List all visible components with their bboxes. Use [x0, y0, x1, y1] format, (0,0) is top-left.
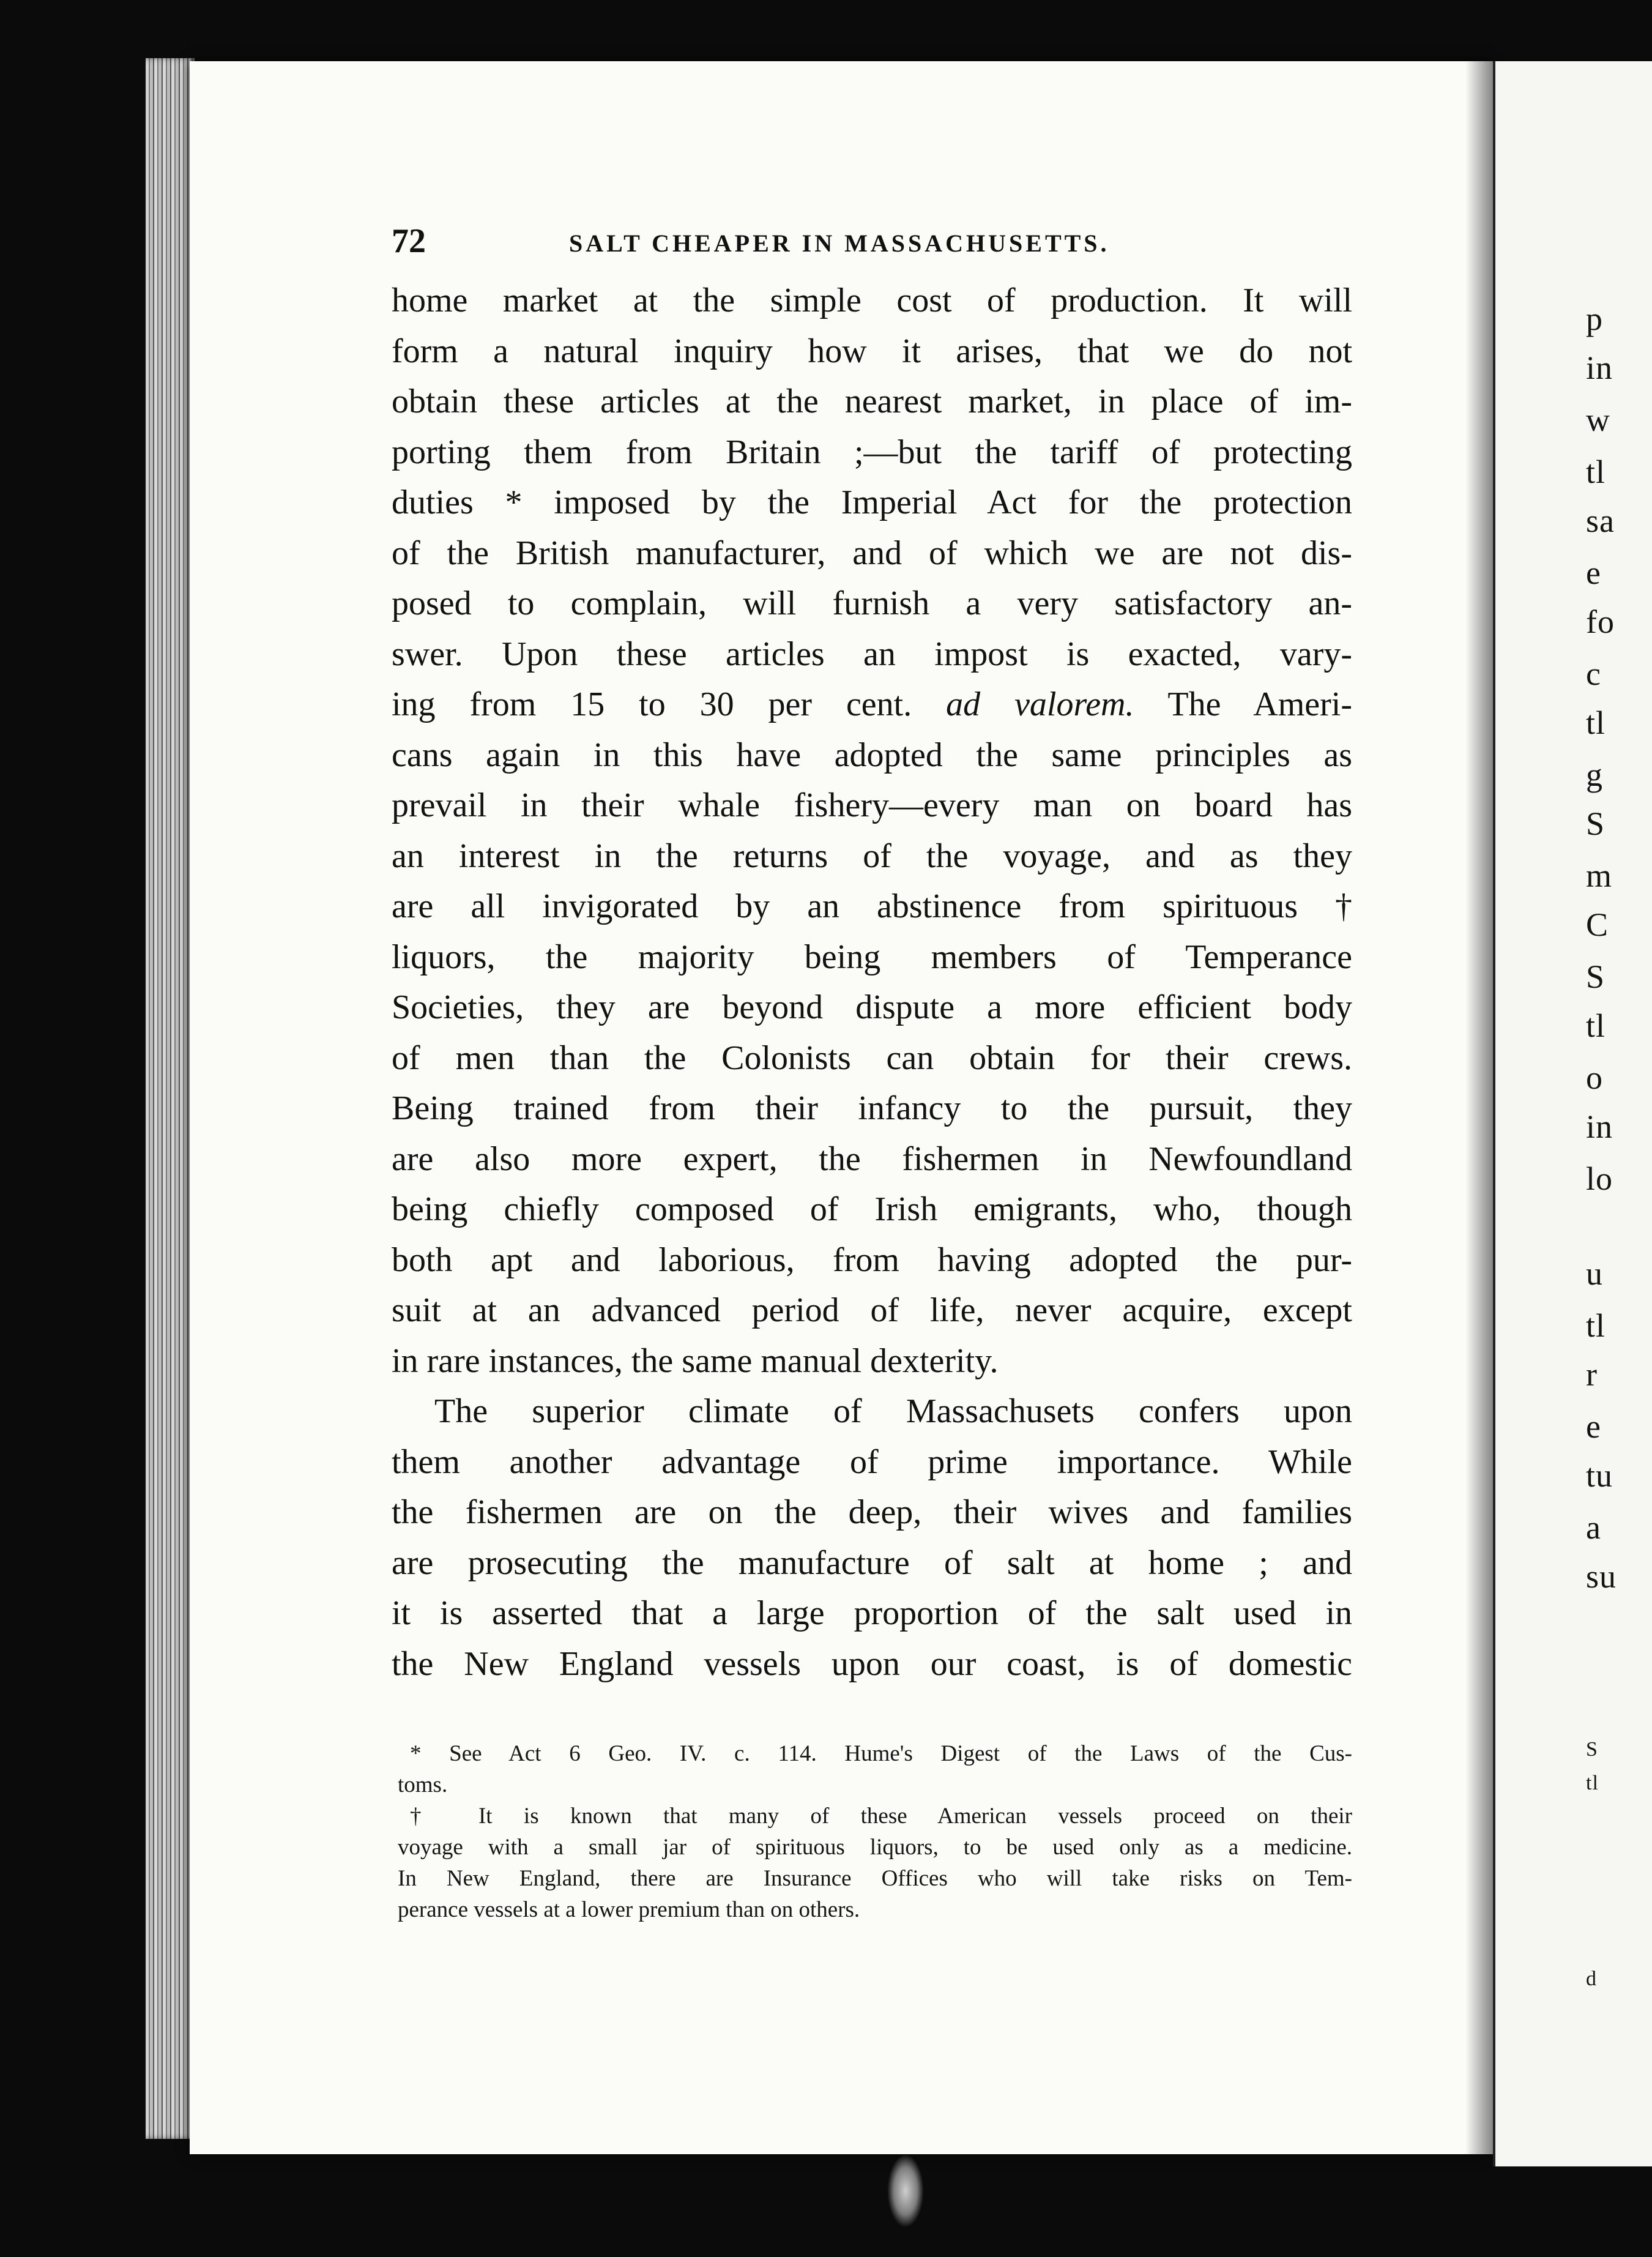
text-line: are all invigorated by an abstinence from spirituous † [392, 887, 1352, 925]
text-line: obtain these articles at the nearest market, in place of im- [392, 382, 1352, 420]
facing-fragment: lo [1586, 1160, 1613, 1197]
footnote-line: perance vessels at a lower premium than on others. [398, 1897, 860, 1922]
text-run: The Ameri- [1167, 685, 1352, 723]
facing-fragment: tl [1586, 1307, 1606, 1344]
text-line: the fishermen are on the deep, their wives and families [392, 1493, 1352, 1531]
binding-mark [887, 2154, 924, 2228]
footnote-line: * See Act 6 Geo. IV. c. 114. Hume's Digest of the Laws of the Cus- [410, 1741, 1352, 1766]
facing-fragment: a [1586, 1509, 1601, 1546]
facing-fragment: w [1586, 401, 1610, 438]
footnote-line: In New England, there are Insurance Offices who will take risks on Tem- [398, 1866, 1352, 1891]
text-line: Societies, they are beyond dispute a more efficient body [392, 988, 1352, 1026]
paragraph-start-line: The superior climate of Massachusets confers upon [434, 1392, 1352, 1430]
italic-phrase: ad valorem. [946, 685, 1134, 723]
text-line: an interest in the returns of the voyage, and as they [392, 837, 1352, 875]
facing-fragment: e [1586, 1408, 1601, 1445]
running-head [392, 222, 1358, 264]
facing-fragment: p [1586, 300, 1603, 337]
facing-fragment: c [1586, 655, 1601, 692]
facing-fragment: S [1586, 805, 1605, 842]
facing-page [1493, 61, 1652, 2166]
footnotes [398, 1738, 1352, 1925]
text-line: are also more expert, the fishermen in Newfoundland [392, 1140, 1352, 1178]
facing-fragment: o [1586, 1059, 1603, 1096]
text-line: in rare instances, the same manual dexterity. [392, 1341, 999, 1380]
text-line: Being trained from their infancy to the pursuit, they [392, 1089, 1352, 1127]
text-line: swer. Upon these articles an impost is exacted, vary- [392, 635, 1352, 673]
text-line: cans again in this have adopted the same principles as [392, 736, 1352, 774]
facing-fragment: g [1586, 756, 1603, 793]
facing-fragment: in [1586, 1108, 1613, 1145]
text-line: it is asserted that a large proportion of the salt used in [392, 1594, 1352, 1632]
text-line: posed to complain, will furnish a very satisfactory an- [392, 584, 1352, 622]
text-line: porting them from Britain ;—but the tariff of protecting [392, 433, 1352, 471]
facing-fragment: in [1586, 349, 1613, 386]
text-line [392, 679, 1352, 730]
facing-fragment: tu [1586, 1457, 1613, 1494]
text-line: the New England vessels upon our coast, is of domestic [392, 1644, 1352, 1683]
text-line: of the British manufacturer, and of which we are not dis- [392, 534, 1352, 572]
text-line: duties * imposed by the Imperial Act for the protection [392, 483, 1352, 521]
body-text [392, 275, 1352, 1689]
footnote-line: voyage with a small jar of spirituous liquors, to be used only as a medicine. [398, 1835, 1352, 1860]
facing-fragment: tl [1586, 453, 1606, 490]
running-title: SALT CHEAPER IN MASSACHUSETTS. [569, 229, 1110, 257]
page-edge-stack [146, 58, 195, 2139]
facing-fragment: S [1586, 958, 1605, 995]
facing-fragment: C [1586, 906, 1609, 943]
facing-fragment: u [1586, 1255, 1603, 1292]
facing-fragment: r [1586, 1356, 1598, 1393]
text-line: suit at an advanced period of life, never acquire, except [392, 1291, 1352, 1329]
facing-fragment: tl [1586, 1772, 1599, 1794]
footnote-line: toms. [398, 1772, 448, 1797]
facing-fragment: S [1586, 1738, 1598, 1761]
text-line: are prosecuting the manufacture of salt at home ; and [392, 1543, 1352, 1582]
facing-fragment: sa [1586, 502, 1615, 539]
text-line: form a natural inquiry how it arises, that we do not [392, 332, 1352, 370]
text-run: ing from 15 to 30 per cent. [392, 685, 912, 723]
text-line: being chiefly composed of Irish emigrants, who, though [392, 1190, 1352, 1228]
facing-fragment: e [1586, 554, 1601, 591]
text-line: of men than the Colonists can obtain for their crews. [392, 1039, 1352, 1077]
text-line: liquors, the majority being members of Temperance [392, 938, 1352, 976]
page-number: 72 [392, 222, 426, 260]
text-line: prevail in their whale fishery—every man on board has [392, 786, 1352, 824]
facing-fragment: tl [1586, 1007, 1606, 1044]
facing-fragment: fo [1586, 603, 1615, 640]
facing-fragment: su [1586, 1558, 1617, 1595]
text-line: both apt and laborious, from having adopted the pur- [392, 1240, 1352, 1279]
text-line: them another advantage of prime importance. While [392, 1442, 1352, 1481]
facing-fragment: m [1586, 857, 1613, 894]
facing-fragment: tl [1586, 704, 1606, 741]
facing-fragment: d [1586, 1968, 1597, 1990]
text-line: home market at the simple cost of production. It will [392, 282, 1352, 319]
footnote-line: † It is known that many of these American vessels proceed on their [410, 1804, 1352, 1829]
